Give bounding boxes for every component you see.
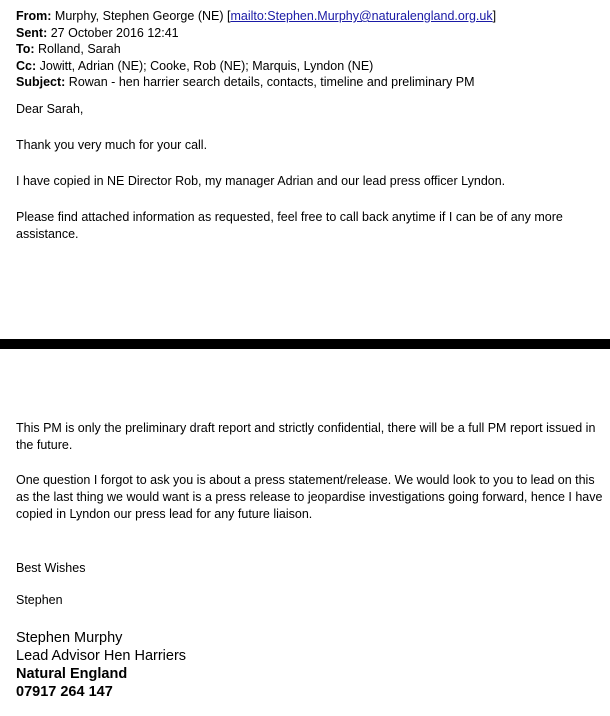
to-label: To: <box>16 42 35 56</box>
sender-email-link[interactable]: mailto:Stephen.Murphy@naturalengland.org.uk <box>230 9 493 23</box>
from-label: From: <box>16 9 52 23</box>
paragraph-pm-report: This PM is only the preliminary draft report and strictly confidential, there will be a full PM report issued in the future. <box>16 421 596 452</box>
cc-row <box>16 58 601 75</box>
closing: Best Wishes <box>16 561 86 575</box>
greeting: Dear Sarah, <box>16 102 84 116</box>
subject-value: Rowan - hen harrier search details, contacts, timeline and preliminary PM <box>68 75 475 89</box>
paragraph-attached: Please find attached information as requested, feel free to call back anytime if I can be of any more assistance. <box>16 210 563 241</box>
subject-label: Subject: <box>16 75 66 89</box>
sign-off-name: Stephen <box>16 593 63 607</box>
sent-label: Sent: <box>16 25 48 40</box>
paragraph-press: One question I forgot to ask you is about a press statement/release. We would look to you to lead on this as the last thing we would want is a press release to jeopardise investigations going forward, hence I have copied in Lyndon our press lead for any future liaison. <box>16 473 603 521</box>
paragraph-thanks: Thank you very much for your call. <box>16 138 208 152</box>
cc-value: Jowitt, Adrian (NE); Cooke, Rob (NE); Marquis, Lyndon (NE) <box>39 58 374 73</box>
sent-row <box>16 25 601 42</box>
signature-title: Lead Advisor Hen Harriers <box>16 648 187 664</box>
from-value: Murphy, Stephen George (NE) [ <box>54 9 231 23</box>
page-divider <box>0 339 610 349</box>
subject-row <box>16 74 601 91</box>
cc-label: Cc: <box>16 58 37 73</box>
to-value: Rolland, Sarah <box>38 42 121 56</box>
signature-name: Stephen Murphy <box>16 630 123 646</box>
to-row <box>16 41 601 58</box>
paragraph-copied: I have copied in NE Director Rob, my manager Adrian and our lead press officer Lyndon. <box>16 174 506 188</box>
sent-value: 27 October 2016 12:41 <box>50 25 179 40</box>
signature-phone: 07917 264 147 <box>16 684 113 700</box>
email-header <box>16 8 601 91</box>
signature-org: Natural England <box>16 666 128 682</box>
from-close-bracket: ] <box>492 9 497 23</box>
from-row <box>16 8 601 25</box>
